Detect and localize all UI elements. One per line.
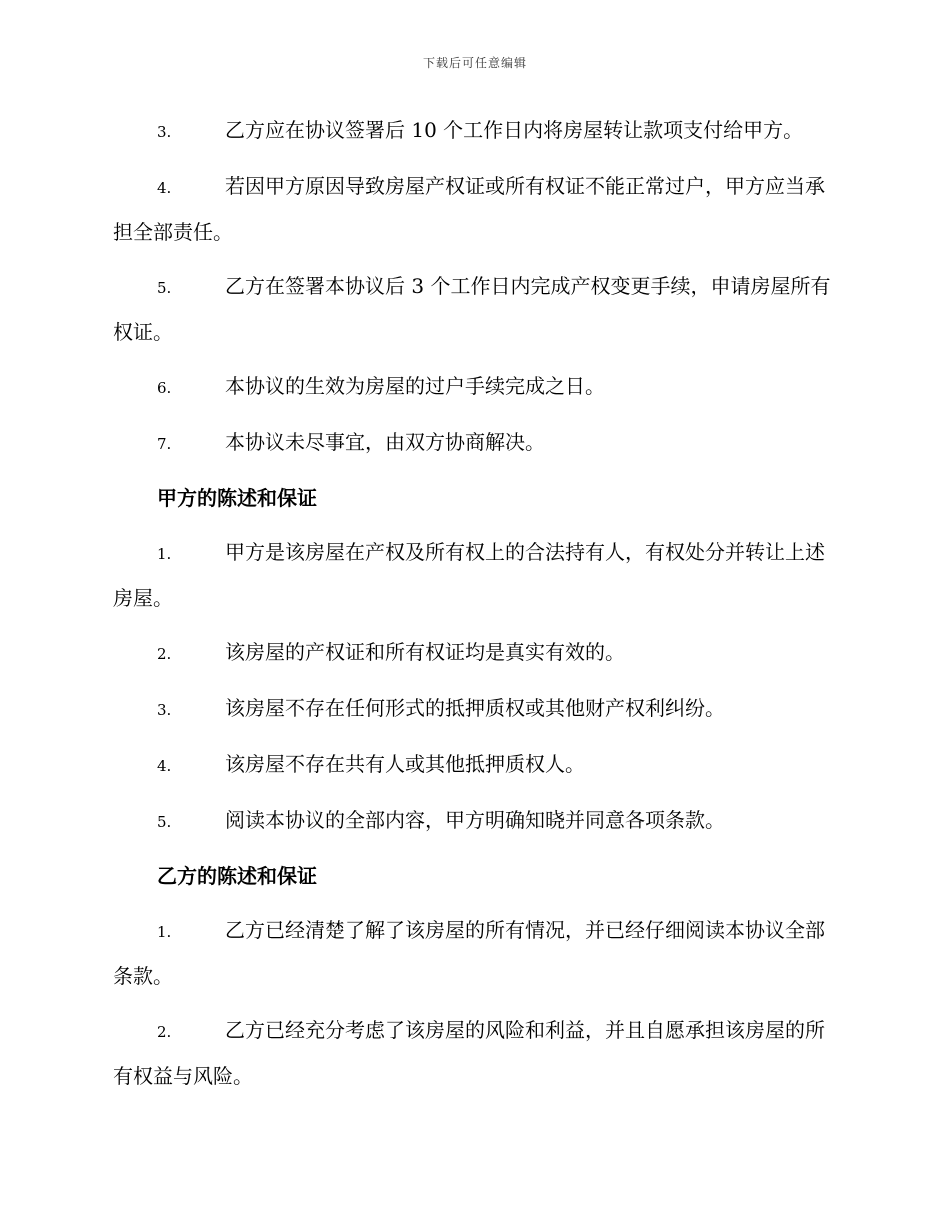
clause-text: 本协议未尽事宜，由双方协商解决。 — [225, 430, 545, 454]
clause-number: 7. — [157, 435, 172, 453]
clause-item — [113, 798, 835, 844]
clause-item — [113, 108, 835, 154]
clause-number: 5. — [157, 279, 172, 297]
clause-item — [113, 264, 835, 354]
clause-number: 2. — [157, 1023, 172, 1041]
clause-item — [113, 630, 835, 676]
clause-number: 4. — [157, 757, 172, 775]
clause-item — [113, 908, 835, 998]
section-heading-party-b: 乙方的陈述和保证 — [157, 864, 317, 888]
clause-number: 3. — [157, 701, 172, 719]
clause-text: 该房屋不存在任何形式的抵押质权或其他财产权利纠纷。 — [225, 696, 725, 720]
clause-number: 2. — [157, 645, 172, 663]
clause-text: 该房屋不存在共有人或其他抵押质权人。 — [225, 752, 585, 776]
page-header: 下载后可任意编辑 — [422, 56, 527, 70]
clause-text: 乙方已经清楚了解了该房屋的所有情况，并已经仔细阅读本协议全部条款。 — [113, 918, 825, 988]
clause-text: 乙方应在协议签署后 10 个工作日内将房屋转让款项支付给甲方。 — [225, 118, 804, 142]
clause-text: 阅读本协议的全部内容，甲方明确知晓并同意各项条款。 — [225, 808, 725, 832]
clause-text: 乙方在签署本协议后 3 个工作日内完成产权变更手续，申请房屋所有权证。 — [113, 274, 831, 344]
clause-number: 3. — [157, 123, 172, 141]
clause-item — [113, 420, 835, 466]
clause-item — [113, 742, 835, 788]
clause-item — [113, 530, 835, 620]
clause-text: 若因甲方原因导致房屋产权证或所有权证不能正常过户，甲方应当承担全部责任。 — [113, 174, 825, 244]
clause-number: 5. — [157, 813, 172, 831]
clause-number: 1. — [157, 545, 172, 563]
clause-number: 1. — [157, 923, 172, 941]
section-heading-party-a: 甲方的陈述和保证 — [157, 486, 317, 510]
clause-item — [113, 164, 835, 254]
clause-number: 6. — [157, 379, 172, 397]
clause-text: 该房屋的产权证和所有权证均是真实有效的。 — [225, 640, 625, 664]
clause-text: 甲方是该房屋在产权及所有权上的合法持有人，有权处分并转让上述房屋。 — [113, 540, 825, 610]
clause-number: 4. — [157, 179, 172, 197]
clause-item — [113, 686, 835, 732]
document-body — [113, 108, 835, 1108]
clause-text: 本协议的生效为房屋的过户手续完成之日。 — [225, 374, 605, 398]
clause-item — [113, 1008, 835, 1098]
clause-text: 乙方已经充分考虑了该房屋的风险和利益，并且自愿承担该房屋的所有权益与风险。 — [113, 1018, 825, 1088]
clause-item — [113, 364, 835, 410]
